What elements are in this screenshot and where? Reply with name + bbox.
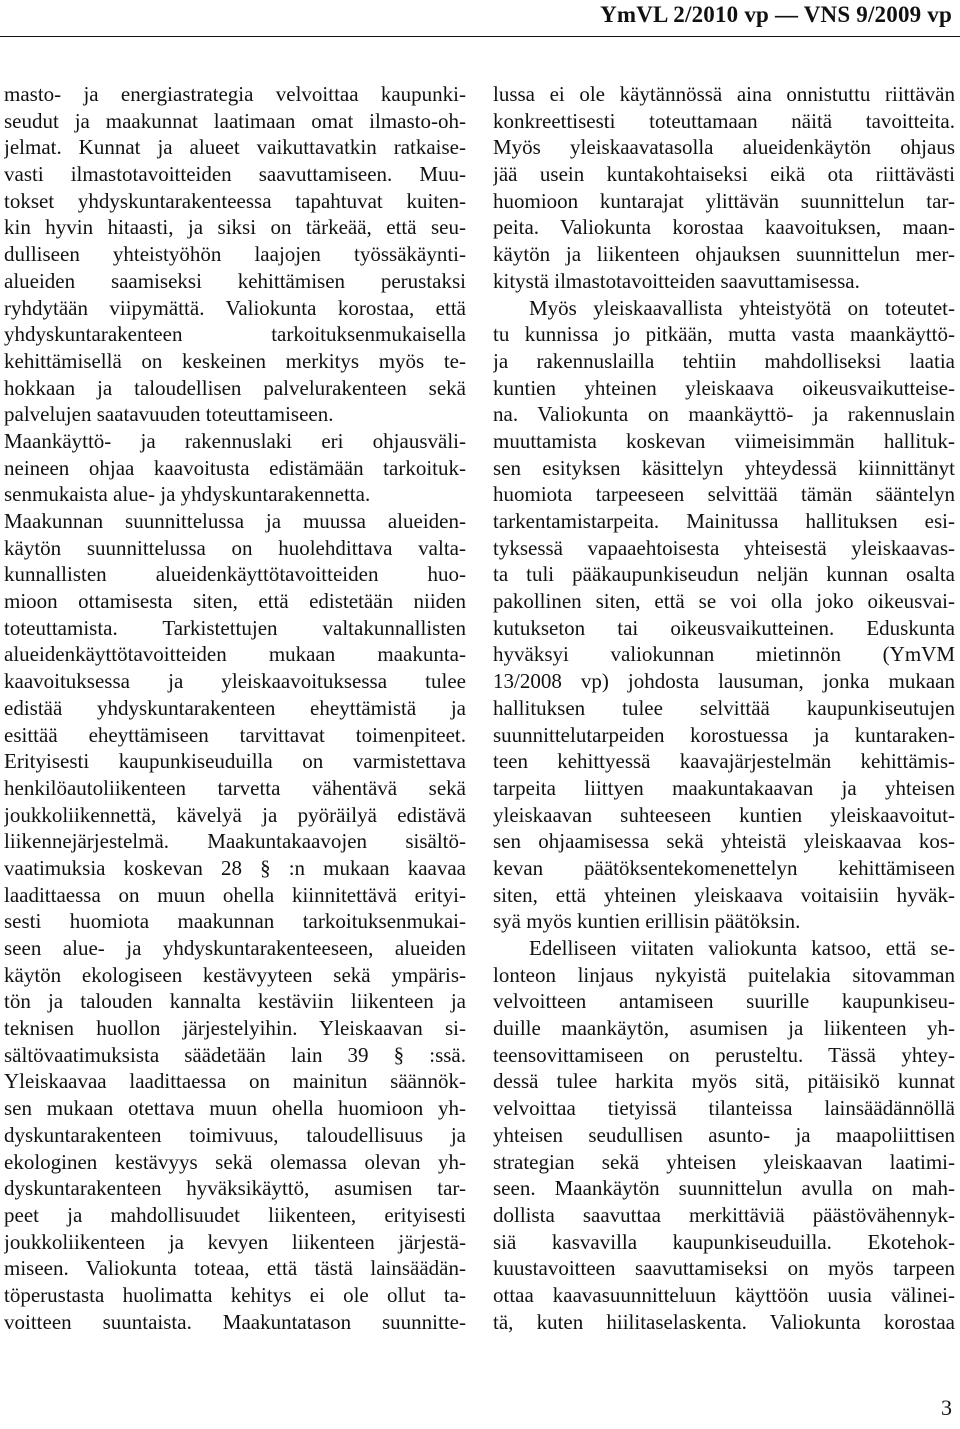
- text-line: siten, että yhteinen yleiskaava voitaisiin hyväk-: [493, 882, 955, 907]
- text-line: jelmat. Kunnat ja alueet vaikuttavatkin ratkaise-: [4, 135, 466, 160]
- text-line: na. Valiokunta on maankäyttö- ja rakennuslain: [493, 402, 955, 427]
- text-line: Erityisesti kaupunkiseuduilla on varmistettava: [4, 749, 466, 774]
- text-line: huomioon kuntarajat ylittävän suunnittelun tar-: [493, 188, 955, 213]
- text-line: lussa ei ole käytännössä aina onnistuttu riittävän: [493, 82, 955, 106]
- text-line: neineen ohjaa kaavoitusta edistämään tarkoituk-: [4, 455, 466, 480]
- text-line: velvoitteen antamiseen suurille kaupunkiseu-: [493, 989, 955, 1014]
- text-line: Maankäyttö- ja rakennuslaki eri ohjausväli-: [4, 428, 466, 453]
- text-line: laadittaessa on muun ohella kiinnitettävä erityi-: [4, 882, 466, 907]
- header-rule: [0, 36, 960, 37]
- text-line: yhteisen seudullisen asunto- ja maapoliittisen: [493, 1122, 955, 1147]
- text-line: miseen. Valiokunta toteaa, että tästä lainsäädän-: [4, 1256, 466, 1281]
- text-line: kehittämisellä on keskeinen merkitys myös te-: [4, 348, 466, 373]
- text-line: suunnittelutarpeiden korostuessa ja kuntaraken-: [493, 722, 955, 747]
- text-line: vaatimuksia koskevan 28 § :n mukaan kaavaa: [4, 855, 466, 880]
- running-head: YmVL 2/2010 vp — VNS 9/2009 vp: [600, 2, 952, 27]
- text-line: lonteon linjaus nykyistä puitelakia sitovamman: [493, 962, 955, 987]
- text-line: alueiden saamiseksi kehittämisen perustaksi: [4, 268, 466, 293]
- text-line: joukkoliikenteen ja kevyen liikenteen järjestä-: [4, 1229, 466, 1254]
- text-line: tön ja talouden kannalta kestäviin liikenteen ja: [4, 989, 466, 1014]
- text-line: töperustasta huolimatta kehitys ei ole ollut ta-: [4, 1282, 466, 1307]
- text-line: dollista saavuttaa merkittäviä päästövähennyk-: [493, 1202, 955, 1227]
- text-line: dessä tulee harkita myös sitä, pitäisikö kunnat: [493, 1069, 955, 1094]
- text-line: kunnallisten alueidenkäyttötavoitteiden huo-: [4, 562, 466, 587]
- text-line: kaavoituksessa ja yleiskaavoituksessa tulee: [4, 669, 466, 694]
- text-line: tarkentamistarpeita. Mainitussa hallituksen esi-: [493, 509, 955, 533]
- text-line: duille maankäytön, asumisen ja liikenteen yh-: [493, 1016, 955, 1041]
- text-line: muuttamista koskevan viimeisimmän hallituk-: [493, 428, 955, 453]
- text-line: kitystä ilmastotavoitteiden saavuttamisessa.: [493, 268, 860, 293]
- text-line: hokkaan ja taloudellisen palvelurakenteen sekä: [4, 375, 466, 400]
- text-line: teensovittamiseen on perusteltu. Tässä yhtey-: [493, 1042, 955, 1067]
- text-line: dyskuntarakenteen hyväksikäyttö, asumisen tar-: [4, 1176, 466, 1201]
- text-line: masto- ja energiastrategia velvoittaa kaupunki-: [4, 82, 466, 106]
- text-line: jää usein kuntakohtaiseksi eikä ota riittävästi: [493, 162, 955, 187]
- text-line: strategian sekä yhteisen yleiskaavan laatimi-: [493, 1149, 955, 1174]
- text-line: senmukaista alue- ja yhdyskuntarakennetta.: [4, 482, 371, 507]
- text-line: teen kehittyessä kaavajärjestelmän kehittämis-: [493, 749, 955, 774]
- text-line: Myös yleiskaavatasolla alueidenkäytön ohjaus: [493, 135, 955, 160]
- text-line: ryhdytään viipymättä. Valiokunta korostaa, että: [4, 295, 466, 320]
- left-column: [4, 81, 466, 1335]
- text-line: sältövaatimuksista säädetään lain 39 § :ssä.: [4, 1042, 466, 1067]
- text-line: kevan päätöksentekomenettelyn kehittämiseen: [493, 855, 955, 880]
- text-line: Yleiskaavaa laadittaessa on mainitun säännök-: [4, 1069, 466, 1094]
- text-line: liikennejärjestelmä. Maakuntakaavojen sisältö-: [4, 829, 466, 854]
- text-line: peet ja mahdollisuudet liikenteen, erityisesti: [4, 1202, 466, 1227]
- text-line: tyksessä vapaaehtoisesta yhteisestä yleiskaavas-: [493, 535, 955, 560]
- text-line: tarpeita liittyen maakuntakaavan ja yhteisen: [493, 775, 955, 800]
- text-line: ottaa kaavasuunnitteluun käyttöön uusia välinei-: [493, 1282, 955, 1307]
- text-line: mioon ottamisesta siten, että edistetään niiden: [4, 589, 466, 614]
- text-line: joukkoliikennettä, kävelyä ja pyöräilyä edistävä: [4, 802, 466, 827]
- text-line: kin hyvin hitaasti, ja siksi on tärkeää, että seu-: [4, 215, 466, 240]
- text-line: hallituksen tulee selvittää kaupunkiseutujen: [493, 695, 955, 720]
- text-line: käytön suunnittelussa on huolehdittava valta-: [4, 535, 466, 560]
- text-line: 13/2008 vp) johdosta lausuman, jonka mukaan: [493, 669, 955, 694]
- text-line: esittää eheyttämiseen tarvittavat toimenpiteet.: [4, 722, 466, 747]
- text-line: tä, kuten hiilitaselaskenta. Valiokunta korostaa: [493, 1309, 955, 1334]
- text-line: käytön ekologiseen kestävyyteen sekä ympäris-: [4, 962, 466, 987]
- text-line: sen esityksen käsittelyn yhteydessä kiinnittänyt: [493, 455, 955, 480]
- text-line: tokset yhdyskuntarakenteessa tapahtuvat kuiten-: [4, 188, 466, 213]
- text-line: sesti huomiota maakunnan tarkoituksenmukai-: [4, 909, 466, 934]
- text-line: yhdyskuntarakenteen tarkoituksenmukaisella: [4, 322, 466, 347]
- text-line: vasti ilmastotavoitteiden saavuttamiseen. Muu-: [4, 162, 466, 187]
- text-line: seen. Maankäytön suunnittelun avulla on mah-: [493, 1176, 955, 1201]
- text-line: peita. Valiokunta korostaa kaavoituksen, maan-: [493, 215, 955, 240]
- text-line: kuustavoitteen saavuttamiseksi on myös tarpeen: [493, 1256, 955, 1281]
- text-line: seudut ja maakunnat laatimaan omat ilmasto-oh-: [4, 108, 466, 133]
- text-line: dyskuntarakenteen toimivuus, taloudellisuus ja: [4, 1122, 466, 1147]
- text-line: Maakunnan suunnittelussa ja muussa alueiden-: [4, 509, 466, 533]
- text-line: ekologinen kestävyys sekä olemassa olevan yh-: [4, 1149, 466, 1174]
- page-number: 3: [941, 1395, 952, 1420]
- text-line: siä kasvavilla kaupunkiseuduilla. Ekotehok-: [493, 1229, 955, 1254]
- text-line: dulliseen yhteistyöhön laajojen työssäkäynti-: [4, 242, 466, 267]
- text-line: Edelliseen viitaten valiokunta katsoo, että se-: [529, 936, 955, 960]
- text-line: kuntien yhteinen yleiskaava oikeusvaikutteise-: [493, 375, 955, 400]
- text-line: tu kunnissa jo pitkään, mutta vasta maankäyttö-: [493, 322, 955, 347]
- text-line: konkreettisesti toteuttamaan näitä tavoitteita.: [493, 108, 955, 133]
- text-line: voitteen suuntaista. Maakuntatason suunnitte-: [4, 1309, 466, 1334]
- text-line: palvelujen saatavuuden toteuttamiseen.: [4, 402, 334, 427]
- text-line: sen mukaan otettava muun ohella huomioon yh-: [4, 1096, 466, 1121]
- text-line: velvoittaa tietyissä tilanteissa lainsäädännöllä: [493, 1096, 955, 1121]
- text-line: käytön ja liikenteen ohjauksen suunnittelun mer-: [493, 242, 955, 267]
- text-line: Myös yleiskaavallista yhteistyötä on toteutet-: [529, 295, 955, 320]
- text-line: edistää yhdyskuntarakenteen eheyttämistä ja: [4, 695, 466, 720]
- text-line: yleiskaavan suhteeseen kuntien yleiskaavoitut-: [493, 802, 955, 827]
- text-line: syä myös kuntien erillisin päätöksin.: [493, 909, 801, 934]
- right-column: [493, 81, 955, 1335]
- text-line: pakollinen siten, että se voi olla joko oikeusvai-: [493, 589, 955, 614]
- text-line: toteuttamista. Tarkistettujen valtakunnallisten: [4, 615, 466, 640]
- text-line: henkilöautoliikenteen tarvetta vähentävä sekä: [4, 775, 466, 800]
- text-line: teknisen huollon järjestelyihin. Yleiskaavan si-: [4, 1016, 466, 1041]
- text-line: sen ohjaamisessa sekä yhteistä yleiskaavaa kos-: [493, 829, 955, 854]
- text-line: ja rakennuslailla tehtiin mahdolliseksi laatia: [493, 348, 955, 373]
- text-line: huomiota tarpeeseen selvittää tämän sääntelyn: [493, 482, 955, 507]
- text-line: seen alue- ja yhdyskuntarakenteeseen, alueiden: [4, 936, 466, 960]
- text-line: ta tuli pääkaupunkiseudun neljän kunnan osalta: [493, 562, 955, 587]
- text-line: hyväksyi valiokunnan mietinnön (YmVM: [493, 642, 955, 667]
- text-line: alueidenkäyttötavoitteiden mukaan maakunta-: [4, 642, 466, 667]
- text-line: kutukseton tai oikeusvaikutteinen. Eduskunta: [493, 615, 955, 640]
